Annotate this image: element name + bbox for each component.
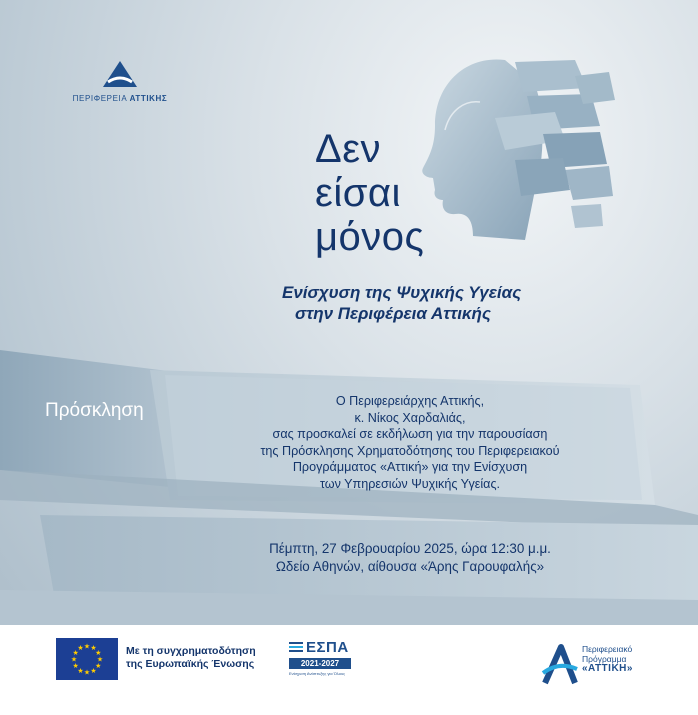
invitation-line: Προγράμματος «Αττική» για την Ενίσχυση <box>292 460 528 474</box>
eu-star: ★ <box>90 645 97 653</box>
eu-star: ★ <box>95 650 102 657</box>
program-line-1: Περιφερειακό <box>582 644 633 654</box>
eu-cofunding-text <box>126 645 256 671</box>
main-title <box>315 127 424 259</box>
event-venue: Ωδείο Αθηνών, αίθουσα «Άρης Γαρουφαλής» <box>275 559 545 574</box>
event-info <box>200 540 620 576</box>
invitation-line: σας προσκαλεί σε εκδήλωση για την παρουσίαση <box>272 427 548 441</box>
eu-star: ★ <box>77 667 84 675</box>
eu-star: ★ <box>72 650 79 657</box>
invitation-line: των Υπηρεσιών Ψυχικής Υγείας. <box>319 476 501 491</box>
eu-star: ★ <box>77 645 84 653</box>
eu-star: ★ <box>83 643 91 651</box>
invitation-label: Πρόσκληση <box>45 400 144 421</box>
fragmented-head-illustration <box>395 40 625 270</box>
subtitle <box>282 282 521 324</box>
event-datetime: Πέμπτη, 27 Φεβρουαρίου 2025, ώρα 12:30 μ.μ. <box>269 541 551 556</box>
eu-star: ★ <box>70 656 78 664</box>
eu-line-1: Με τη συγχρηματοδότηση <box>126 645 256 657</box>
espa-years: 2021-2027 <box>289 658 351 669</box>
espa-logo <box>289 639 351 676</box>
espa-bars-icon <box>289 642 303 654</box>
footer-logos <box>0 625 698 715</box>
subtitle-line-2: στην Περιφέρεια Αττικής <box>295 304 491 323</box>
subtitle-line-1: Ενίσχυση της Ψυχικής Υγείας <box>282 283 522 302</box>
region-attica-logo <box>50 60 190 103</box>
eu-star: ★ <box>90 667 97 675</box>
eu-line-2: της Ευρωπαϊκής Ένωσης <box>126 658 255 670</box>
logo-name-part2: ΑΤΤΙΚΗΣ <box>129 94 168 103</box>
program-text <box>582 644 633 674</box>
title-line-1: Δεν <box>315 127 382 171</box>
espa-tagline: Ενίσχυση Ανάπτυξης για Όλους <box>289 671 346 676</box>
invitation-line: της Πρόσκλησης Χρηματοδότησης του Περιφερειακού <box>260 443 560 458</box>
espa-word: ΕΣΠΑ <box>306 639 349 656</box>
invitation-body <box>200 393 620 492</box>
eu-stars-icon <box>56 638 118 680</box>
triangle-logo-icon <box>102 60 138 88</box>
eu-flag-icon <box>56 638 118 680</box>
title-line-2: είσαι <box>315 171 401 215</box>
program-line-2: Πρόγραμμα <box>582 654 627 664</box>
logo-name-part1: ΠΕΡΙΦΕΡΕΙΑ <box>72 94 127 103</box>
program-name: «ΑΤΤΙΚΗ» <box>582 663 633 674</box>
title-line-3: μόνος <box>315 215 425 259</box>
eu-star: ★ <box>96 656 104 664</box>
eu-star: ★ <box>83 669 91 677</box>
invitation-line: κ. Νίκος Χαρδαλιάς, <box>354 410 466 425</box>
invitation-line: Ο Περιφερειάρχης Αττικής, <box>335 394 485 408</box>
eu-star: ★ <box>95 663 102 670</box>
eu-star: ★ <box>72 663 79 670</box>
